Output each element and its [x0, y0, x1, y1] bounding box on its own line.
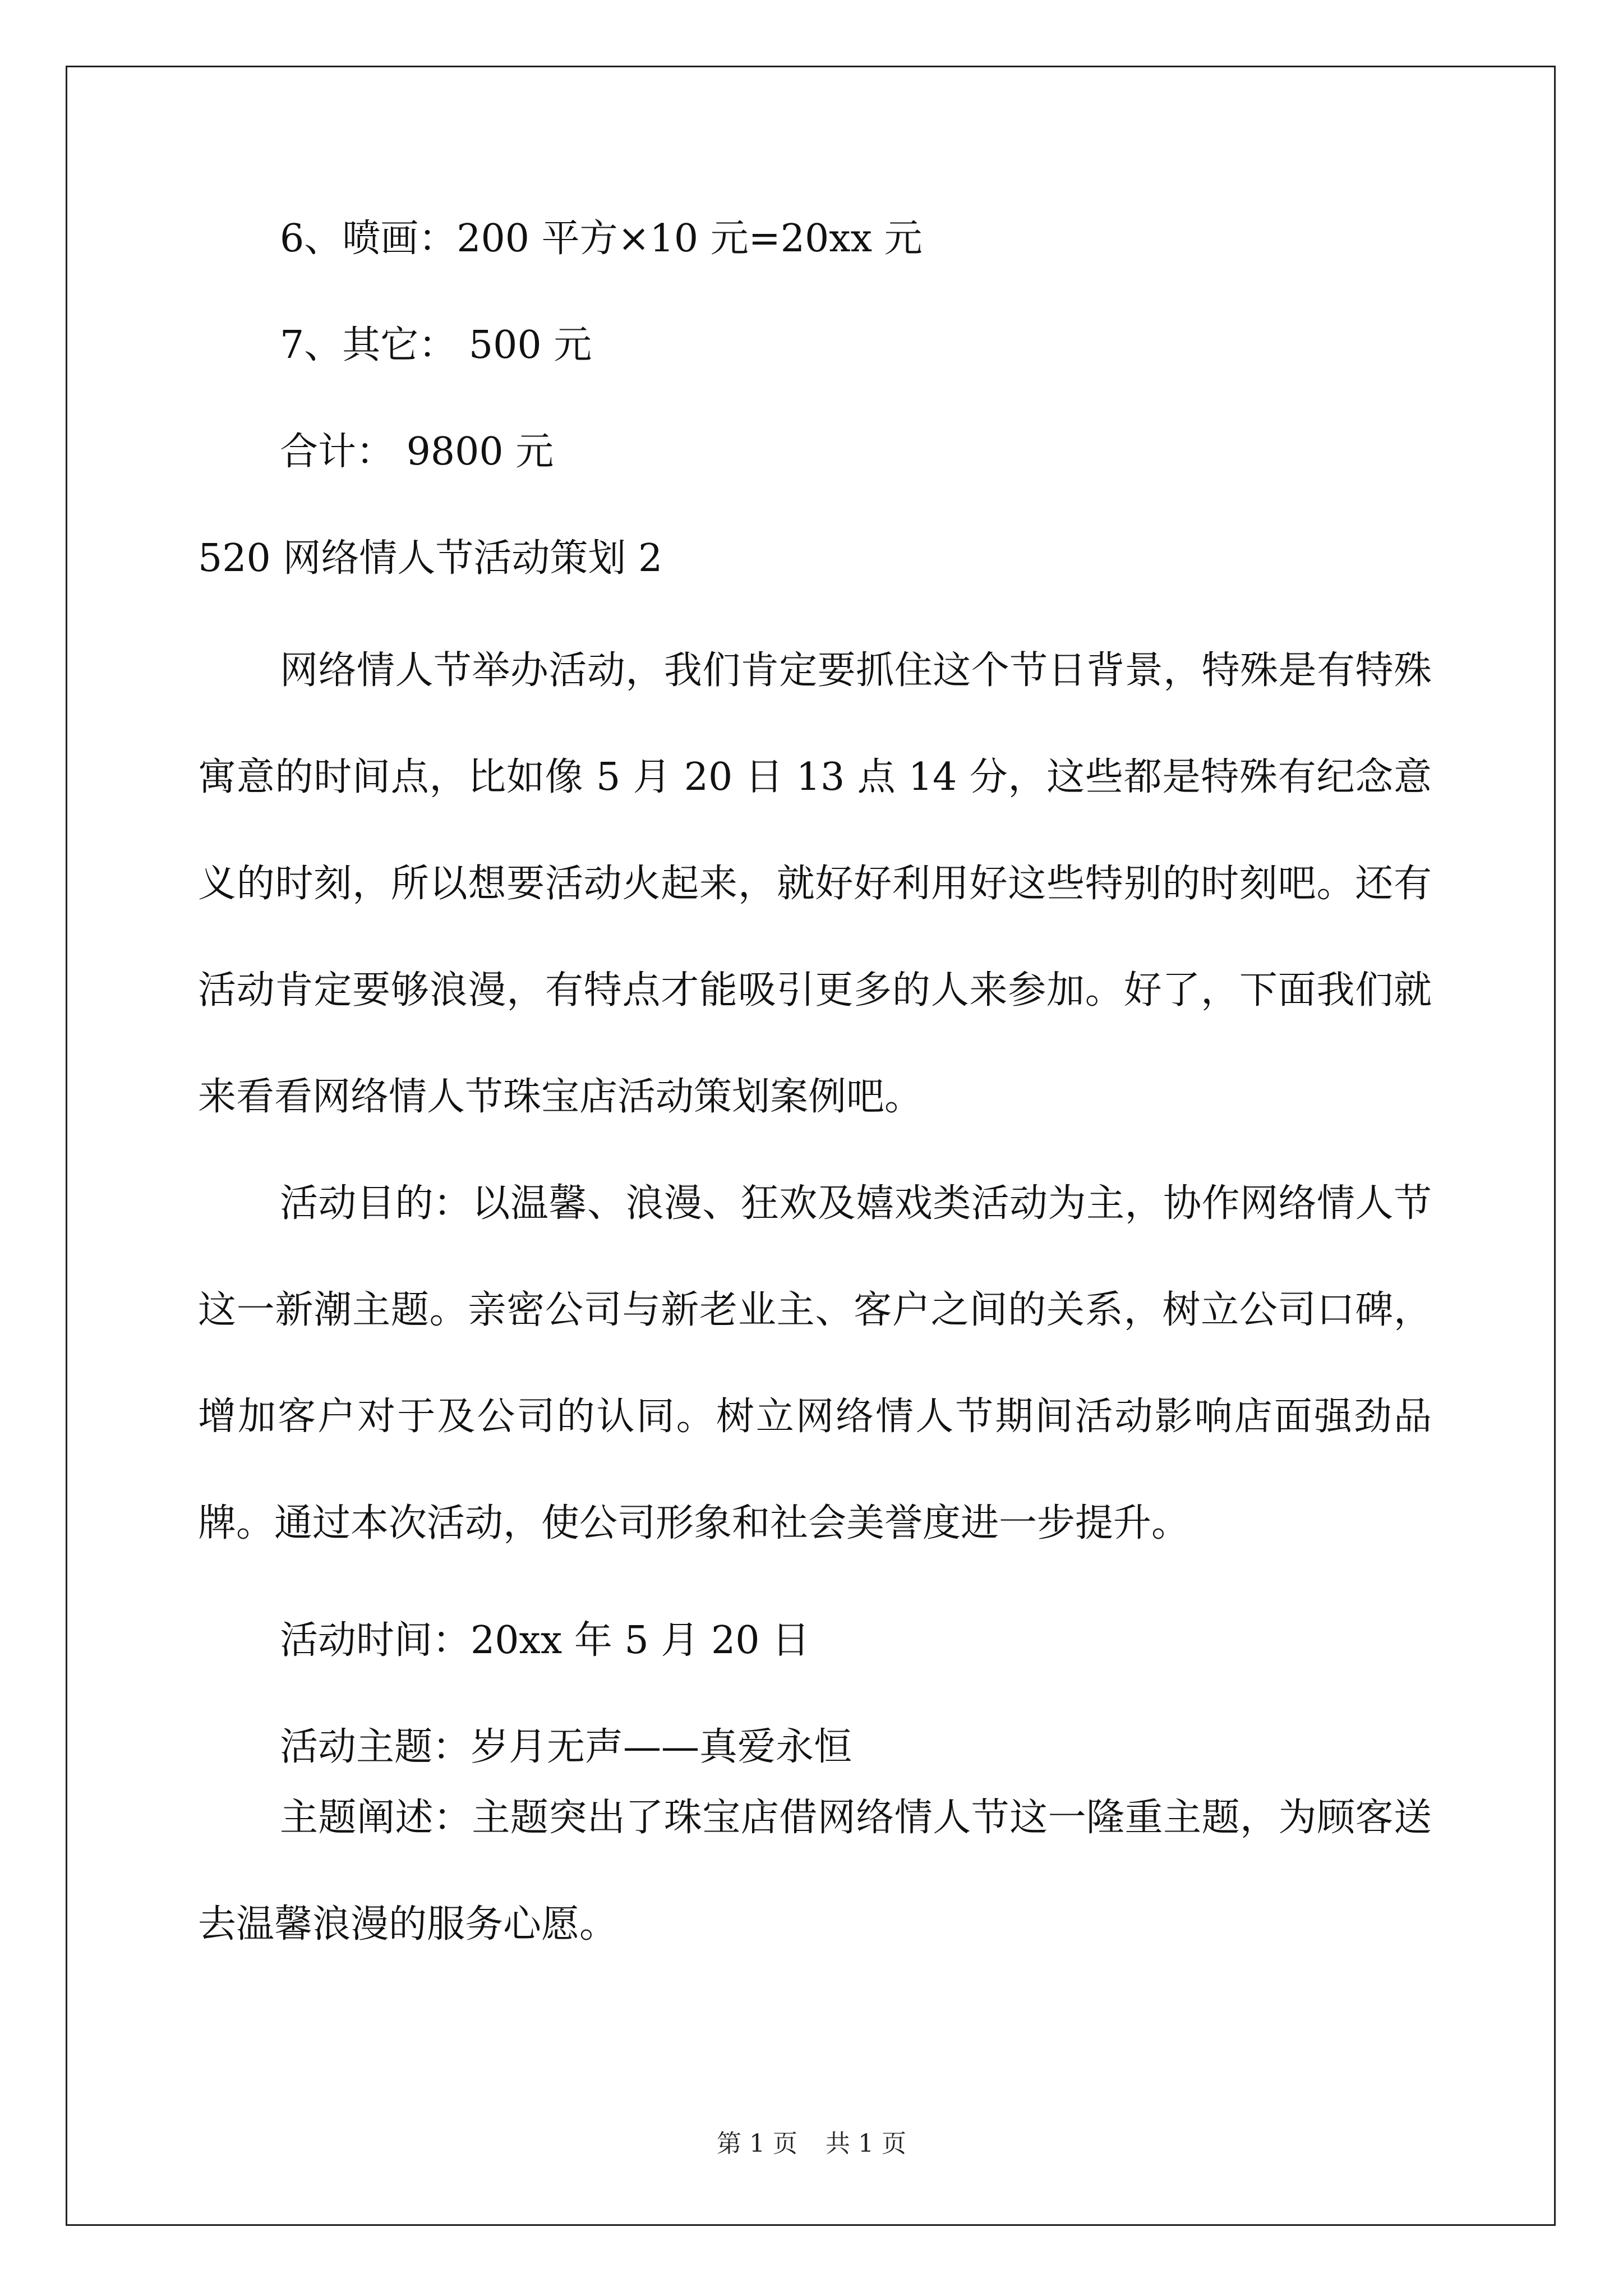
activity-purpose-paragraph: 活动目的：以温馨、浪漫、狂欢及嬉戏类活动为主，协作网络情人节这一新潮主题。亲密公司与新老业主、客户之间的关系，树立公司口碑，增加客户对于及公司的认同。树立网络情人节期间活动影响店面强劲品牌。通过本次活动，使公司形象和社会美誉度进一步提升。	[198, 1181, 1432, 1545]
cost-item-6: 6、喷画：200 平方×10 元=20xx 元	[280, 217, 923, 261]
page-number: 第 1 页	[717, 2129, 797, 2158]
section-heading: 520 网络情人节活动策划 2	[198, 536, 663, 581]
page-total: 共 1 页	[826, 2129, 906, 2158]
cost-total: 合计： 9800 元	[280, 430, 554, 474]
intro-paragraph: 网络情人节举办活动，我们肯定要抓住这个节日背景，特殊是有特殊寓意的时间点，比如像 5 月 20 日 13 点 14 分，这些都是特殊有纪念意义的时刻，所以想要活动火起来，就好好利用好这些特别的时刻吧。还有活动肯定要够浪漫，有特点才能吸引更多的人来参加。好了，下面我们就来看看网络情人节珠宝店活动策划案例吧。	[198, 648, 1432, 1119]
activity-theme-line: 活动主题：岁月无声——真爱永恒	[280, 1725, 852, 1769]
theme-description-paragraph: 主题阐述：主题突出了珠宝店借网络情人节这一隆重主题，为顾客送去温馨浪漫的服务心愿。	[198, 1796, 1432, 1947]
cost-item-7: 7、其它： 500 元	[280, 323, 592, 367]
activity-time-line: 活动时间：20xx 年 5 月 20 日	[280, 1618, 810, 1663]
page-footer	[0, 2127, 1623, 2161]
